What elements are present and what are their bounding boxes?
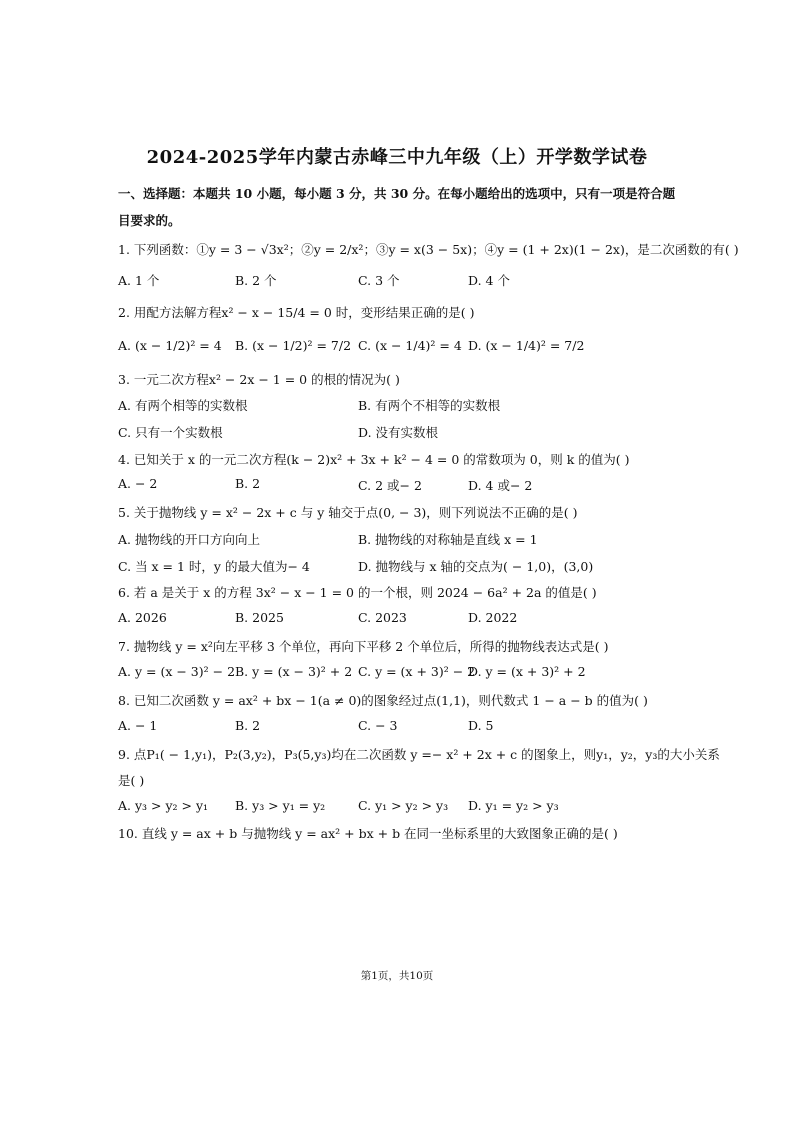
- question-9-options: [118, 798, 688, 816]
- option-b[interactable]: B. y₃ > y₁ = y₂: [235, 798, 326, 813]
- option-d[interactable]: D. 5: [468, 718, 494, 733]
- question-3-stem: 3. 一元二次方程x² − 2x − 1 = 0 的根的情况为( ): [118, 372, 400, 387]
- option-b[interactable]: B. (x − 1/2)² = 7/2: [235, 338, 352, 353]
- question-6-stem: 6. 若 a 是关于 x 的方程 3x² − x − 1 = 0 的一个根，则 2024 − 6a² + 2a 的值是( ): [118, 585, 597, 600]
- option-d[interactable]: D. 2022: [468, 610, 518, 625]
- question-4-options: [118, 476, 688, 494]
- question-6-options: [118, 610, 688, 628]
- question-10-stem: 10. 直线 y = ax + b 与抛物线 y = ax² + bx + b 在同一坐标系里的大致图象正确的是( ): [118, 826, 618, 841]
- question-8-options: [118, 718, 688, 736]
- option-b[interactable]: B. 2: [235, 476, 261, 491]
- question-2-stem: 2. 用配方法解方程x² − x − 15/4 = 0 时，变形结果正确的是( ): [118, 305, 475, 320]
- page-title: 2024-2025学年内蒙古赤峰三中九年级（上）开学数学试卷: [146, 147, 648, 168]
- option-a[interactable]: A. 有两个相等的实数根: [118, 398, 248, 413]
- option-b[interactable]: B. 2: [235, 718, 261, 733]
- option-a[interactable]: A. − 2: [118, 476, 158, 491]
- option-d[interactable]: D. (x − 1/4)² = 7/2: [468, 338, 585, 353]
- question-8-stem: 8. 已知二次函数 y = ax² + bx − 1(a ≠ 0)的图象经过点(1,1)，则代数式 1 − a − b 的值为( ): [118, 693, 648, 708]
- option-d[interactable]: D. 没有实数根: [358, 425, 439, 440]
- option-c[interactable]: C. y = (x + 3)² − 2: [358, 664, 476, 679]
- section-heading: 一、选择题：本题共 10 小题，每小题 3 分，共 30 分。在每小题给出的选项中，只有一项是符合题目要求的。: [118, 186, 676, 228]
- option-a[interactable]: A. − 1: [118, 718, 158, 733]
- option-c[interactable]: C. 3 个: [358, 273, 400, 288]
- option-b[interactable]: B. y = (x − 3)² + 2: [235, 664, 353, 679]
- option-a[interactable]: A. (x − 1/2)² = 4: [118, 338, 222, 353]
- option-a[interactable]: A. 1 个: [118, 273, 160, 288]
- option-c[interactable]: C. 只有一个实数根: [118, 425, 223, 440]
- option-d[interactable]: D. 抛物线与 x 轴的交点为( − 1,0)，(3,0): [358, 559, 594, 574]
- question-1-options: [118, 271, 688, 289]
- option-a[interactable]: A. y = (x − 3)² − 2: [118, 664, 236, 679]
- question-4-stem: 4. 已知关于 x 的一元二次方程(k − 2)x² + 3x + k² − 4 = 0 的常数项为 0，则 k 的值为( ): [118, 452, 630, 467]
- option-c[interactable]: C. 2 或− 2: [358, 478, 422, 493]
- option-d[interactable]: D. y = (x + 3)² + 2: [468, 664, 586, 679]
- question-7-stem: 7. 抛物线 y = x²向左平移 3 个单位，再向下平移 2 个单位后，所得的抛物线表达式是( ): [118, 639, 609, 654]
- option-c[interactable]: C. (x − 1/4)² = 4: [358, 338, 462, 353]
- question-1-stem: 1. 下列函数：①y = 3 − √3x²；②y = 2/x²；③y = x(3 − 5x)；④y = (1 + 2x)(1 − 2x)，是二次函数的有( ): [118, 242, 739, 257]
- option-d[interactable]: D. 4 个: [468, 273, 510, 288]
- option-c[interactable]: C. 2023: [358, 610, 407, 625]
- question-3-options-row2: [118, 423, 688, 441]
- question-7-options: [118, 664, 688, 682]
- option-b[interactable]: B. 有两个不相等的实数根: [358, 398, 501, 413]
- page-footer: 第1页，共10页: [360, 970, 434, 982]
- question-5-stem: 5. 关于抛物线 y = x² − 2x + c 与 y 轴交于点(0, − 3)，则下列说法不正确的是( ): [118, 505, 578, 520]
- question-2-options: [118, 338, 688, 356]
- question-5-options-row2: [118, 557, 688, 575]
- question-9-stem: 9. 点P₁( − 1,y₁)，P₂(3,y₂)，P₃(5,y₃)均在二次函数 y =− x² + 2x + c 的图象上，则y₁，y₂，y₃的大小关系: [118, 747, 720, 762]
- option-b[interactable]: B. 抛物线的对称轴是直线 x = 1: [358, 532, 538, 547]
- option-c[interactable]: C. − 3: [358, 718, 398, 733]
- option-d[interactable]: D. y₁ = y₂ > y₃: [468, 798, 559, 813]
- option-c[interactable]: C. y₁ > y₂ > y₃: [358, 798, 449, 813]
- question-3-options-row1: [118, 396, 688, 414]
- question-9-stem-continued: 是( ): [118, 773, 145, 788]
- option-a[interactable]: A. 2026: [118, 610, 167, 625]
- question-5-options-row1: [118, 530, 688, 548]
- option-d[interactable]: D. 4 或− 2: [468, 478, 533, 493]
- option-c[interactable]: C. 当 x = 1 时，y 的最大值为− 4: [118, 559, 310, 574]
- option-b[interactable]: B. 2025: [235, 610, 284, 625]
- option-b[interactable]: B. 2 个: [235, 273, 277, 288]
- option-a[interactable]: A. y₃ > y₂ > y₁: [118, 798, 209, 813]
- option-a[interactable]: A. 抛物线的开口方向向上: [118, 532, 260, 547]
